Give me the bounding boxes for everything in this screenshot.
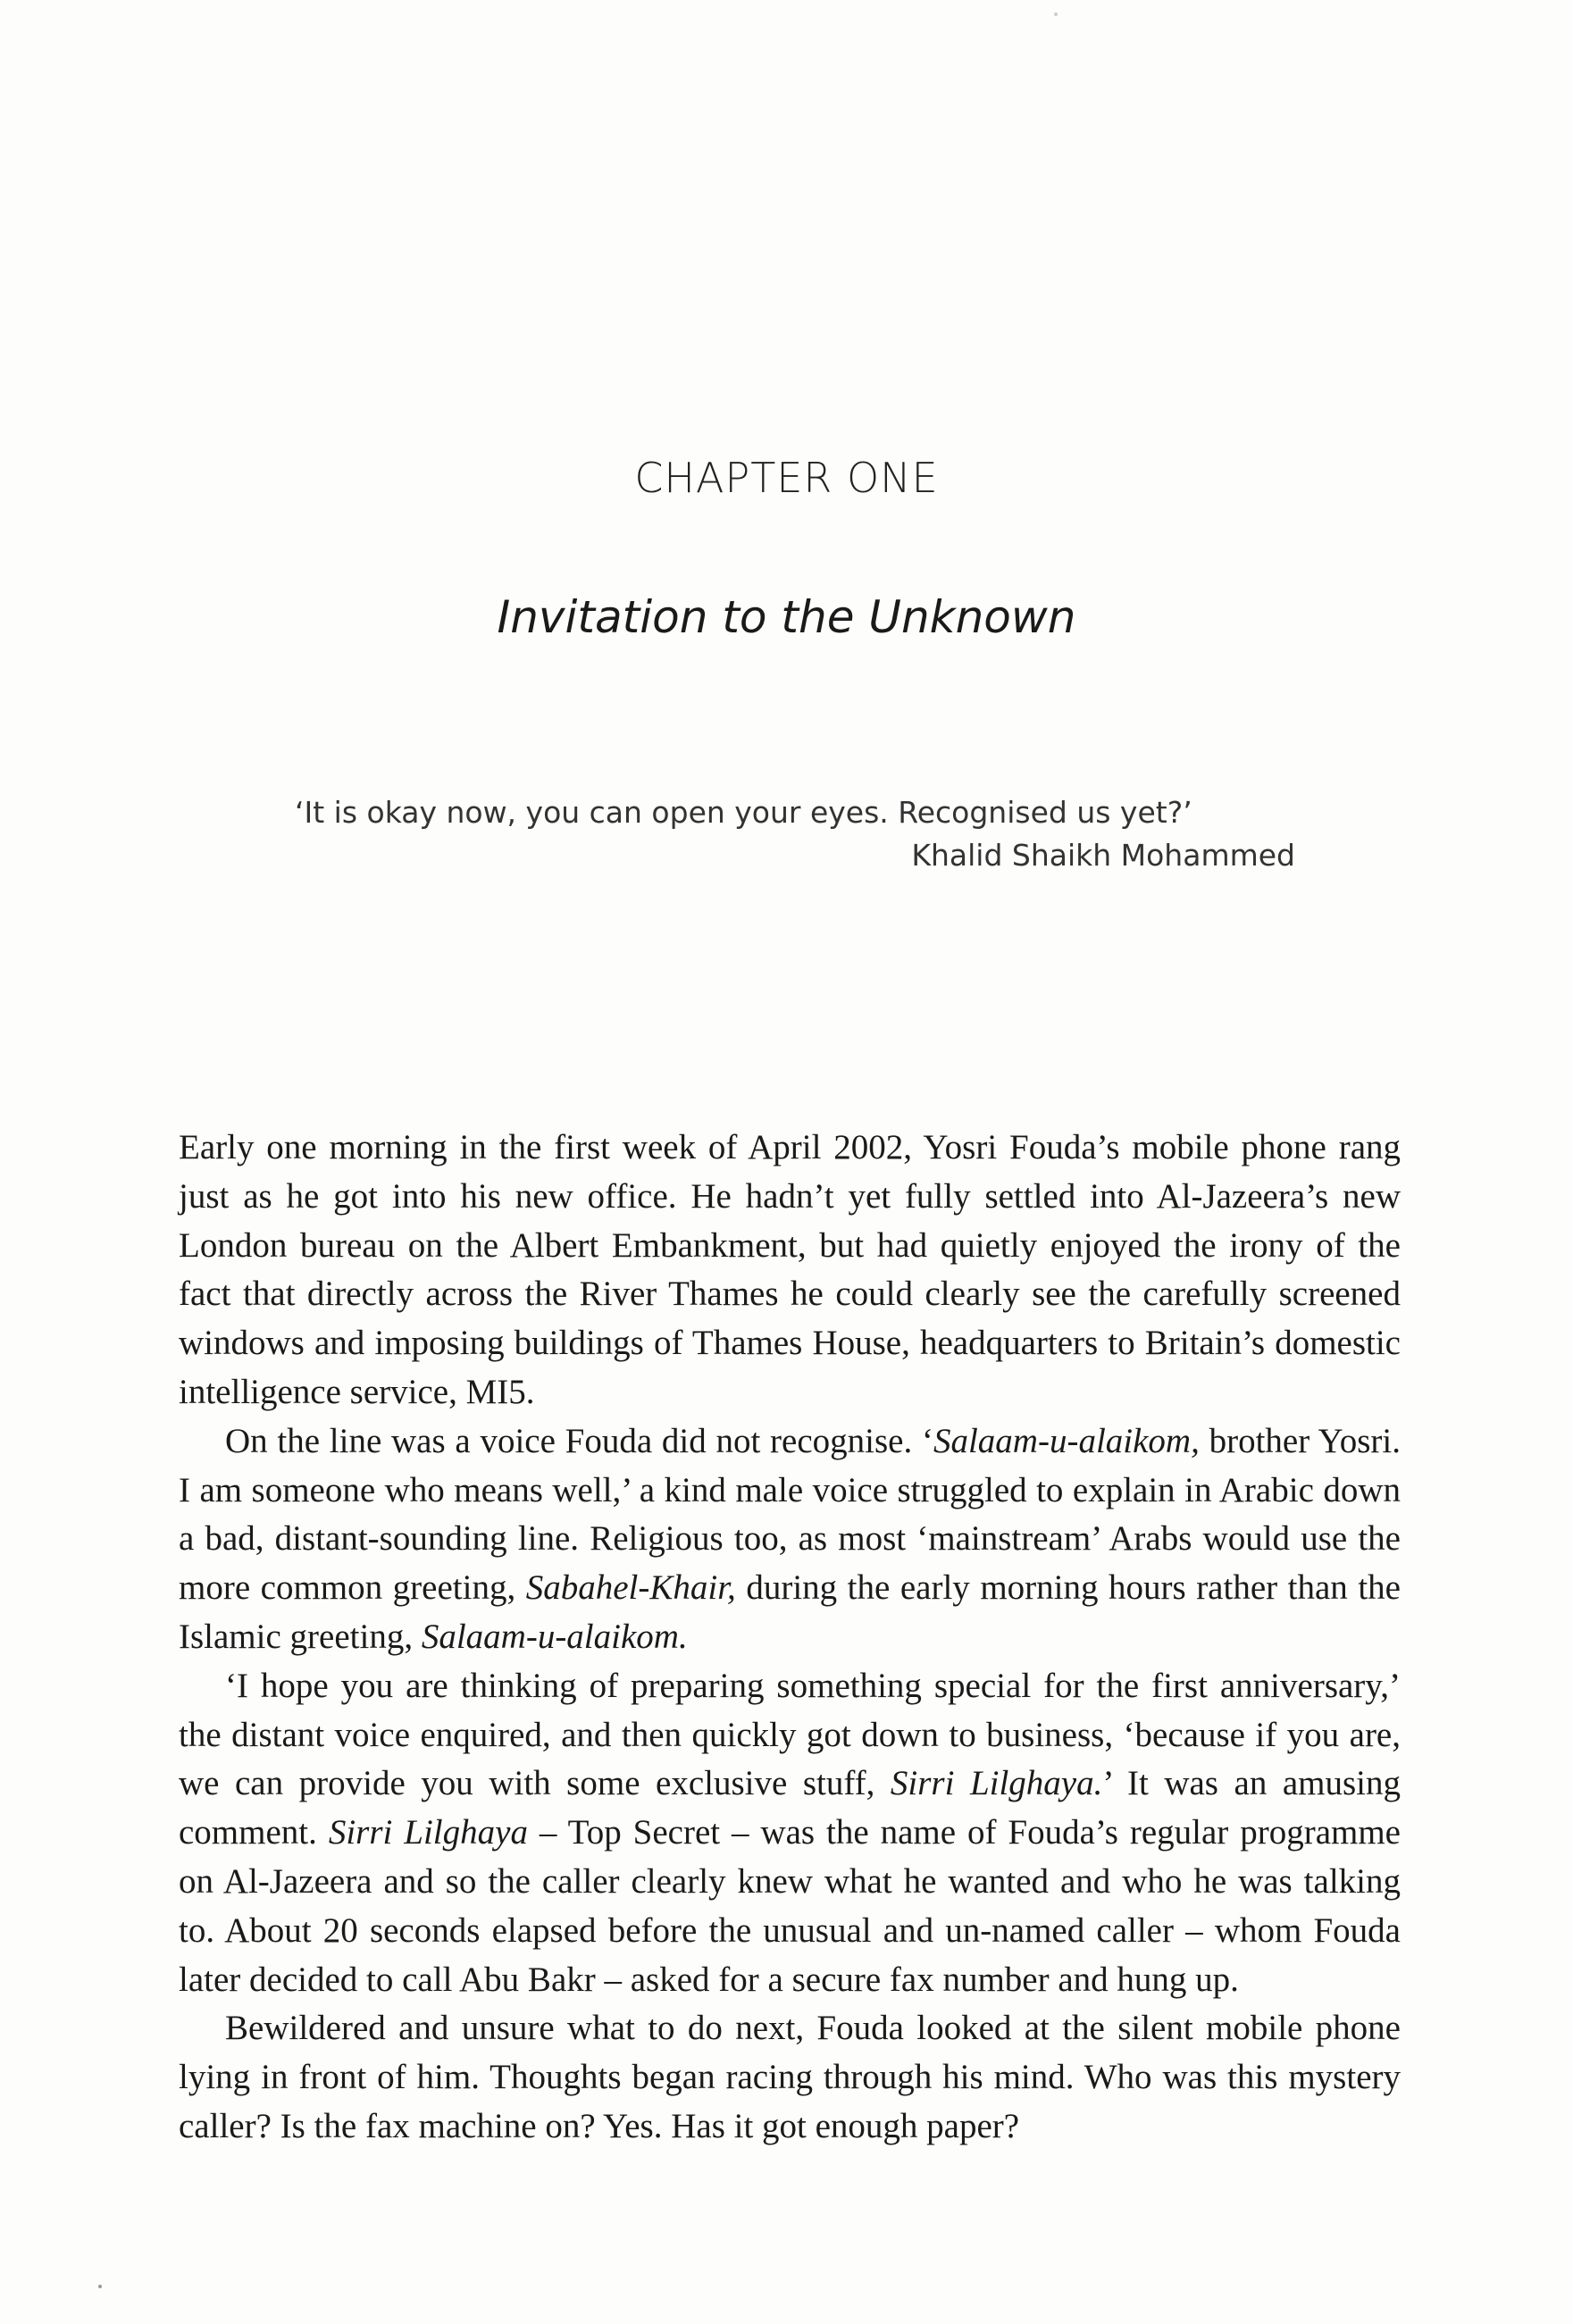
paragraph-2-text: during the early morning hours rather than the Islamic greeting,	[179, 1568, 1401, 1656]
epigraph	[295, 791, 1295, 877]
paragraph-3-italic: Sirri Lilghaya	[328, 1813, 528, 1852]
paragraph-2	[179, 1417, 1401, 1662]
paragraph-3-text: ’ It was an amusing comment.	[179, 1764, 1401, 1852]
body-text	[179, 1124, 1401, 2152]
paragraph-3-text: – Top Secret – was the name of Fouda’s regular programme on Al-Jazeera and so the caller clearly knew what he wanted and who he was talking to. About 20 seconds elapsed before the unusual and un-named caller – whom Fouda later decided to call Abu Bakr – asked for a secure fax number and hung up.	[179, 1813, 1401, 1999]
paragraph-2-text: brother Yosri. I am someone who means well,’ a kind male voice struggled to explain in Arabic down a bad, distant-sounding line. Religious too, as most ‘mainstream’ Arabs would use the more common greeting,	[179, 1421, 1401, 1608]
scan-speck	[98, 2285, 102, 2288]
paragraph-2-text: On the line was a voice Fouda did not recognise. ‘	[225, 1421, 933, 1460]
paragraph-3	[179, 1662, 1401, 2005]
paragraph-3-text: ‘I hope you are thinking of preparing something special for the first anniversary,’ the distant voice enquired, and then quickly got down to business, ‘because if you are, we can provide you with some exclusive stuff,	[179, 1666, 1401, 1803]
scan-speck	[1054, 13, 1058, 16]
paragraph-3-italic: Sirri Lilghaya.	[890, 1764, 1103, 1803]
epigraph-quote: ‘It is okay now, you can open your eyes. Recognised us yet?’	[295, 795, 1192, 830]
paragraph-2-italic: Sabahel-Khair,	[525, 1568, 736, 1608]
paragraph-2-italic: Salaam-u-alaikom.	[421, 1617, 688, 1656]
epigraph-attribution: Khalid Shaikh Mohammed	[911, 838, 1295, 873]
paragraph-4: Bewildered and unsure what to do next, Fouda looked at the silent mobile phone lying in front of him. Thoughts began racing through his mind. Who was this mystery caller? Is the fax machine on? Yes. Has it got enough paper?	[179, 2009, 1401, 2145]
paragraph-2-italic: Salaam-u-alaikom,	[933, 1421, 1200, 1460]
chapter-label: CHAPTER ONE	[634, 454, 939, 502]
chapter-title: Invitation to the Unknown	[497, 591, 1076, 643]
paragraph-1: Early one morning in the first week of April 2002, Yosri Fouda’s mobile phone rang just as he got into his new office. He hadn’t yet fully settled into Al-Jazeera’s new London bureau on the Albert Embankment, but had quietly enjoyed the irony of the fact that directly across the River Thames he could clearly see the carefully screened windows and imposing buildings of Thames House, headquarters to Britain’s domestic intelligence service, MI5.	[179, 1128, 1401, 1411]
